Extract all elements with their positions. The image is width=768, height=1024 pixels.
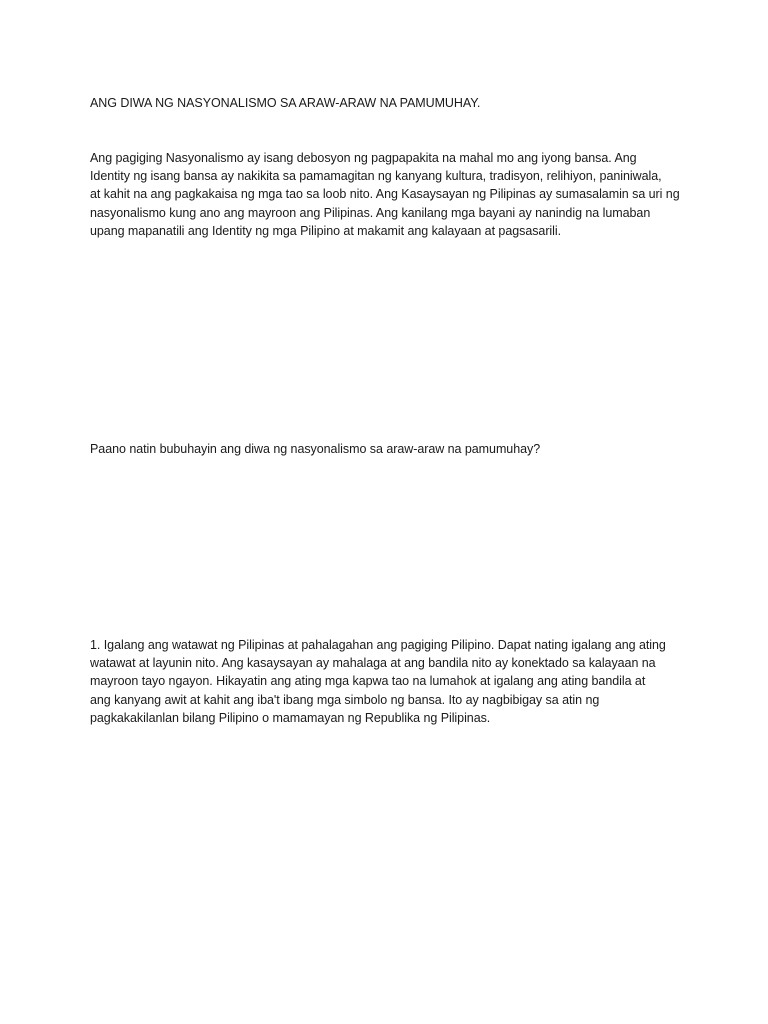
- question-heading: Paano natin bubuhayin ang diwa ng nasyonalismo sa araw-araw na pamumuhay?: [90, 442, 541, 456]
- intro-paragraph: Ang pagiging Nasyonalismo ay isang debosyon ng pagpapakita na mahal mo ang iyong bansa. Ang Identity ng isang bansa ay nakikita sa pamamagitan ng kanyang kultura, tradisyon, relihiyon, paniniwala, at kahit na ang pagkakaisa ng mga tao sa loob nito. Ang Kasaysayan ng Pilipinas ay sumasalamin sa uri ng nasyonalismo kung ano ang mayroon ang Pilipinas. Ang kanilang mga bayani ay nanindig na lumaban upang mapanatili ang Identity ng mga Pilipino at makamit ang kalayaan at pagsasarili.: [90, 151, 680, 238]
- answer-paragraph-1: 1. Igalang ang watawat ng Pilipinas at pahalagahan ang pagiging Pilipino. Dapat nating igalang ang ating watawat at layunin nito. Ang kasaysayan ay mahalaga at ang bandila nito ay konektado sa kalayaan na mayroon tayo ngayon. Hikayatin ang ating mga kapwa tao na lumahok at igalang ang ating bandila at ang kanyang awit at kahit ang iba't ibang mga simbolo ng bansa. Ito ay nagbibigay sa atin ng pagkakakilanlan bilang Pilipino o mamamayan ng Republika ng Pilipinas.: [90, 638, 666, 725]
- document-title: ANG DIWA NG NASYONALISMO SA ARAW-ARAW NA PAMUMUHAY.: [90, 96, 481, 110]
